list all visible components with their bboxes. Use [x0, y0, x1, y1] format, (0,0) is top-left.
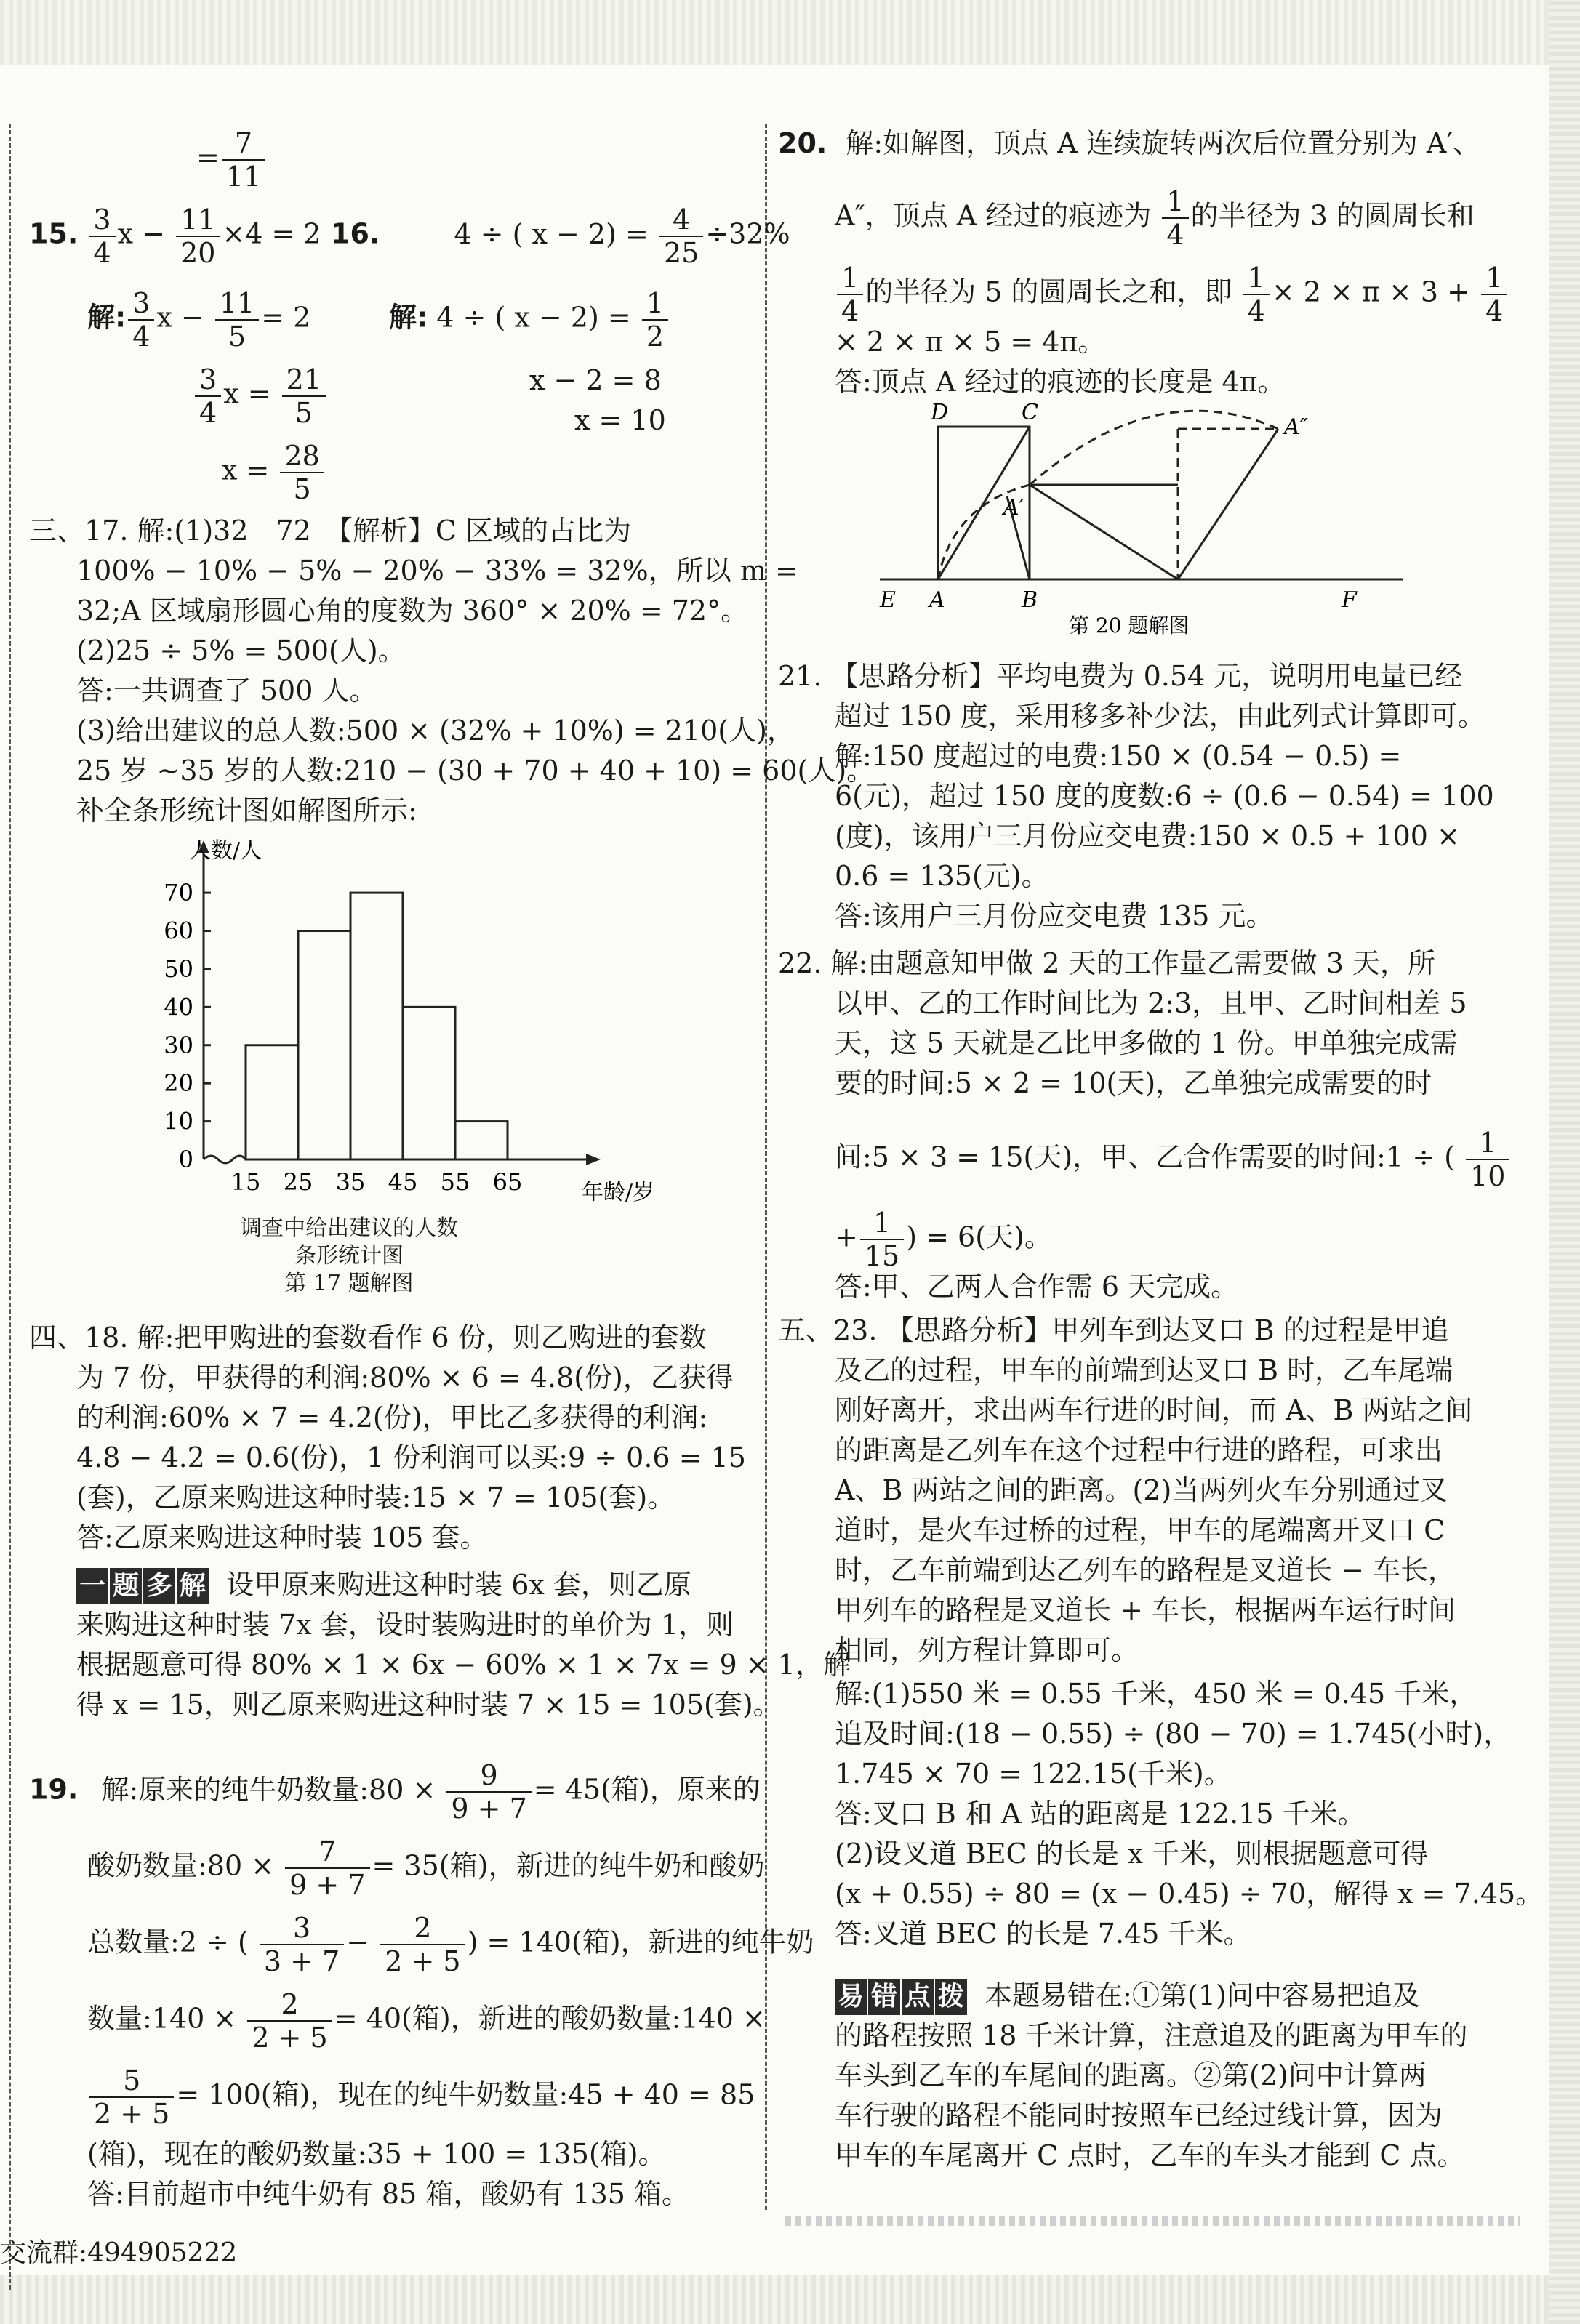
text-line: 100% − 10% − 5% − 20% − 33% = 32%，所以 m =: [76, 555, 798, 587]
decorative-dashes: [785, 2216, 1520, 2226]
x-tick-label: 25: [283, 1168, 313, 1196]
text-line: 22. 解:由题意知甲做 2 天的工作量乙需要做 3 天，所: [778, 947, 1435, 979]
q20-rotation-figure: [865, 396, 1425, 636]
q16-step1: 解: 4 ÷ ( x − 2) = $\frac{1}{2}$: [389, 287, 670, 353]
text-line: 来购进这种时装 7x 套，设时装购进时的单价为 1，则: [76, 1609, 734, 1641]
label-b: B: [1022, 587, 1038, 613]
q15-step1: 解: $\frac{3}{4}$ x − $\frac{11}{5}$ = 2: [87, 287, 311, 353]
chart-bars: [246, 893, 508, 1159]
text-line: 的路程按照 18 千米计算，注意追及的距离为甲车的: [835, 2019, 1468, 2051]
text-line: 补全条形统计图如解图所示:: [76, 795, 417, 827]
text-line: (3)给出建议的总人数:500 × (32% + 10%) = 210(人)，: [76, 715, 795, 747]
scan-bottom-border: [0, 2275, 1580, 2324]
text-line: 的利润:60% × 7 = 4.2(份)，甲比乙多获得的利润:: [76, 1402, 708, 1434]
column-divider: [765, 124, 767, 2210]
y-tick-label: 20: [164, 1069, 193, 1098]
q17-bar-chart: [116, 829, 713, 1236]
q16-step2: x − 2 = 8: [529, 364, 662, 396]
text-line: 甲列车的路程是叉道长 + 车长，根据两车运行时间: [835, 1594, 1456, 1626]
text-line: 答:目前超市中纯牛奶有 85 箱，酸奶有 135 箱。: [87, 2178, 690, 2210]
text-line: 6(元)，超过 150 度的度数:6 ÷ (0.6 − 0.54) = 100: [835, 780, 1494, 812]
chart-title: 调查中给出建议的人数: [240, 1215, 458, 1241]
segment-a1-b: [1030, 485, 1178, 579]
text-line: 1.745 × 70 = 122.15(千米)。: [835, 1758, 1232, 1790]
chart-bar: [350, 893, 403, 1159]
text-line: 得 x = 15，则乙原来购进这种时装 7 × 15 = 105(套)。: [76, 1689, 781, 1721]
text-line: × 2 × π × 5 = 4π。: [835, 326, 1106, 358]
text-line: (2)25 ÷ 5% = 500(人)。: [76, 635, 406, 667]
text-line: 解:150 度超过的电费:150 × (0.54 − 0.5) =: [835, 740, 1402, 772]
q16-step3: x = 10: [574, 404, 666, 436]
chart-axes: [198, 840, 601, 1165]
scan-top-border: [0, 0, 1580, 65]
text-line: 刚好离开，求出两车行进的时间，而 A、B 两站之间: [835, 1394, 1473, 1426]
label-a2: A″: [1284, 414, 1308, 440]
x-tick-label: 55: [440, 1168, 470, 1196]
text-line: A、B 两站之间的距离。(2)当两列火车分别通过叉: [835, 1474, 1448, 1506]
text-line: 设甲原来购进这种时装 6x 套，则乙原: [226, 1569, 691, 1601]
text-line: 答:甲、乙两人合作需 6 天完成。: [835, 1271, 1239, 1303]
y-tick-label: 60: [164, 917, 193, 945]
footer-group-number: 交流群:494905222: [0, 2238, 238, 2268]
multi-badge-char: 多: [143, 1568, 175, 1604]
x-tick-label: 65: [492, 1168, 523, 1196]
text-line: 五、23. 【思路分析】甲列车到达叉口 B 的过程是甲追: [778, 1314, 1449, 1346]
text-line: 以甲、乙的工作时间比为 2:3，且甲、乙时间相差 5: [835, 987, 1467, 1019]
text-line: (度)，该用户三月份应交电费:150 × 0.5 + 100 ×: [835, 820, 1460, 852]
text-line: (套)，乙原来购进这种时装:15 × 7 = 105(套)。: [76, 1481, 675, 1513]
chart-bar: [455, 1122, 508, 1159]
y-tick-label: 30: [164, 1031, 193, 1059]
text-line: 21. 【思路分析】平均电费为 0.54 元，说明用电量已经: [778, 660, 1463, 692]
label-e: E: [880, 587, 896, 613]
text-line: 要的时间:5 × 2 = 10(天)，乙单独完成需要的时: [835, 1067, 1432, 1099]
text-line: 本题易错在:①第(1)问中容易把追及: [985, 1979, 1420, 2011]
label-d: D: [931, 400, 949, 425]
text-line: 答:叉道 BEC 的长是 7.45 千米。: [835, 1918, 1251, 1950]
text-line: 答:一共调查了 500 人。: [76, 675, 377, 707]
label-a1: A′: [1003, 495, 1024, 520]
label-f: F: [1342, 587, 1357, 613]
q16-equation: 16. 4 ÷ ( x − 2) = $\frac{4}{25}$ ÷32%: [331, 204, 790, 269]
multi-badge-char: 题: [110, 1568, 142, 1604]
error-badge-char: 错: [868, 1979, 900, 2015]
y-tick-label: 0: [178, 1146, 193, 1173]
text-line: 天，这 5 天就是乙比甲多做的 1 份。甲单独完成需: [835, 1027, 1458, 1059]
text-line: 甲车的车尾离开 C 点时，乙车的车头才能到 C 点。: [835, 2139, 1465, 2171]
text-line: 车头到乙车的车尾间的距离。②第(2)问中计算两: [835, 2059, 1427, 2091]
y-tick-label: 70: [164, 879, 193, 907]
chart-x-label: 年龄/岁: [582, 1180, 655, 1205]
arc-large: [1030, 411, 1278, 485]
q14-result: = $\frac{7}{11}$: [196, 127, 268, 193]
x-tick-label: 45: [388, 1168, 418, 1196]
chart-bar: [246, 1045, 298, 1159]
text-line: 的距离是乙列车在这个过程中行进的路程，可求出: [835, 1434, 1443, 1466]
text-line: 为 7 份，甲获得的利润:80% × 6 = 4.8(份)，乙获得: [76, 1362, 734, 1394]
text-line: 解:(1)550 米 = 0.55 千米，450 米 = 0.45 千米，: [835, 1678, 1477, 1710]
text-line: 答:该用户三月份应交电费 135 元。: [835, 900, 1274, 932]
x-axis-break: [204, 1156, 246, 1163]
label-a: A: [929, 587, 945, 613]
chart-bar: [298, 931, 350, 1159]
multi-badge-char: 一: [76, 1568, 108, 1604]
text-line: (2)设叉道 BEC 的长是 x 千米，则根据题意可得: [835, 1838, 1429, 1870]
text-line: 答:顶点 A 经过的痕迹的长度是 4π。: [835, 366, 1286, 398]
q15-equation: 15. $\frac{3}{4}$ x − $\frac{11}{20}$ ×4 = 2: [29, 204, 321, 269]
x-tick-label: 35: [335, 1168, 366, 1196]
text-line: 超过 150 度，采用移多补少法，由此列式计算即可。: [835, 700, 1485, 732]
error-badge-char: 点: [902, 1979, 934, 2015]
text-line: 32;A 区域扇形圆心角的度数为 360° × 20% = 72°。: [76, 595, 749, 627]
y-tick-label: 10: [164, 1107, 193, 1135]
chart-bar: [403, 1007, 455, 1159]
left-margin-rule: [9, 124, 11, 2290]
chart-y-label: 人数/人: [189, 838, 262, 864]
text-line: (箱)，现在的酸奶数量:35 + 100 = 135(箱)。: [87, 2138, 666, 2170]
text-line: 答:乙原来购进这种时装 105 套。: [76, 1521, 488, 1553]
text-line: 4.8 − 4.2 = 0.6(份)，1 份利润可以买:9 ÷ 0.6 = 15: [76, 1442, 746, 1473]
error-badge-char: 易: [835, 1979, 867, 2015]
q15-step2: $\frac{3}{4}$ x = $\frac{21}{5}$: [193, 363, 328, 429]
fig-caption: 第 20 题解图: [1069, 614, 1190, 636]
text-line: 道时，是火车过桥的过程，甲车的尾端离开叉口 C: [835, 1514, 1445, 1546]
scan-right-border: [1549, 0, 1580, 2324]
text-line: 相同，列方程计算即可。: [835, 1634, 1139, 1666]
chart-caption: 第 17 题解图: [284, 1271, 414, 1296]
y-tick-label: 50: [164, 954, 193, 983]
text-line: 根据题意可得 80% × 1 × 6x − 60% × 1 × 7x = 9 × 1，解: [76, 1649, 851, 1681]
text-line: 四、18. 解:把甲购进的套数看作 6 份，则乙购进的套数: [29, 1322, 707, 1354]
y-tick-label: 40: [164, 993, 193, 1021]
segment-to-a2: [1178, 429, 1278, 579]
q15-step3: x = $\frac{28}{5}$: [222, 440, 326, 505]
text-line: 追及时间:(18 − 0.55) ÷ (80 − 70) = 1.745(小时)，: [835, 1718, 1512, 1750]
error-badge-char: 拨: [935, 1979, 967, 2015]
x-tick-label: 15: [230, 1168, 261, 1196]
x-axis-arrow: [586, 1154, 601, 1165]
label-c: C: [1022, 400, 1038, 425]
text-line: 0.6 = 135(元)。: [835, 860, 1049, 892]
text-line: (x + 0.55) ÷ 80 = (x − 0.45) ÷ 70，解得 x = 7.45。: [835, 1878, 1544, 1910]
text-line: 答:叉口 B 和 A 站的距离是 122.15 千米。: [835, 1798, 1366, 1830]
chart-x-ticks: [231, 1168, 523, 1196]
text-line: 车行驶的路程不能同时按照车已经过线计算，因为: [835, 2099, 1443, 2131]
chart-subtitle: 条形统计图: [294, 1243, 404, 1268]
text-line: 三、17. 解:(1)32 72 【解析】C 区域的占比为: [29, 515, 632, 547]
multi-badge-char: 解: [177, 1568, 209, 1604]
text-line: 时，乙车前端到达乙列车的路程是叉道长 − 车长，: [835, 1554, 1456, 1586]
text-line: 及乙的过程，甲车的前端到达叉口 B 时，乙车尾端: [835, 1354, 1453, 1386]
text-line: 25 岁 ~35 岁的人数:210 − (30 + 70 + 40 + 10) = 60(人)。: [76, 755, 875, 787]
